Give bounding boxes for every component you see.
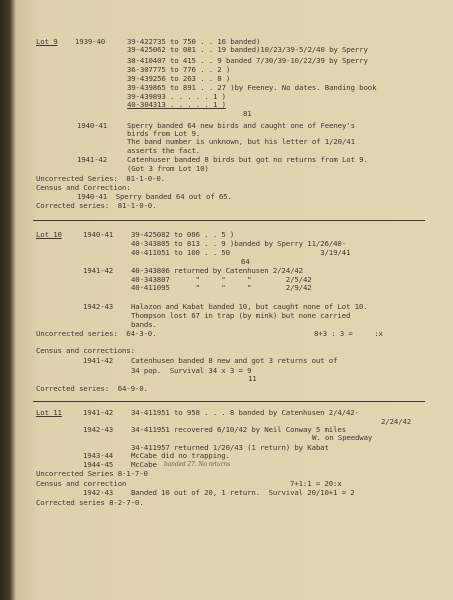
lot11-corrected-series: Corrected series 8-2-7-0. [36,498,144,507]
section-divider [33,401,425,402]
lot9-entry-line: The band number is unknown, but his letter of 1/20/41 [127,137,355,146]
lot10-band-line: 40-411051 to 100 . . 50 3/19/41 [131,248,351,257]
lot9-census-heading: Census and Correction: [36,183,131,192]
lot10-entry-line: Thompson lost 67 in trap (by mink) but none carried [131,311,351,320]
lot10-corrected-series: Corrected series: 64-9-0. [36,384,148,393]
lot11-returned-line: 34-411957 returned 1/20/43 (1 return) by Kabat [131,443,329,452]
lot9-entry-line: birds from Lot 9. [127,129,201,138]
lot9-band-line: 39-422735 to 750 . . 16 banded) [127,37,261,46]
lot10-uncorrected-series: Uncorrected series: 64-3-0. [36,329,157,338]
lot10-census-line: Catenhusen banded 8 new and got 3 returns out of [131,356,338,365]
lot9-band-line: 39-439256 to 263 . . 8 ) [127,74,231,83]
lot11-census-line: Banded 10 out of 20, 1 return. Survival 20/10+1 = 2 [131,488,355,497]
lot10-census-line: 34 pop. Survival 34 x 3 = 9 [131,366,252,375]
lot10-census-denominator: 11 [248,374,257,383]
lot10-band-line: 39-425082 to 086 . . 5 ) [131,230,235,239]
lot10-census-year: 1941-42 [83,356,114,365]
lot9-corrected-series: Corrected series: 81-1-0-0. [36,201,157,210]
lot10-entry-line: bands. [131,320,157,329]
lot9-census-line: 1940-41 Sperry banded 64 out of 65. [77,192,232,201]
lot10-label: Lot 10 [36,230,62,239]
lot10-year: 1940-41 [83,230,114,239]
lot11-band-line: 34-411951 to 958 . . . 8 banded by Catenhusen 2/4/42- [131,408,359,417]
lot9-entry-line: (Got 3 from Lot 10) [127,164,209,173]
lot11-entry-line: McCabe [131,460,157,469]
lot9-entry-line: asserts the fact. [127,146,201,155]
lot10-return-line: 40-411095 " " " 2/9/42 [131,283,312,292]
lot9-entry-year: 1940-41 [77,121,108,130]
lot9-label: Lot 9 [36,37,58,46]
lot9-band-line: 36-307775 to 776 . . 2 ) [127,65,231,74]
lot9-band-line: 40-304313 . . . . . 1 ) [127,100,226,109]
lot9-band-line: 39-439865 to 891 . . 27 )by Feeney. No dates. Banding book [127,83,377,92]
lot10-entry-year: 1942-43 [83,302,114,311]
lot10-return-line: 40-343806 returned by Catenhusen 2/24/42 [131,266,303,275]
lot10-entry-line: Halazon and Kabat banded 10, but caught none of Lot 10. [131,302,368,311]
lot11-census-year: 1942-43 [83,488,114,497]
lot10-returns-year: 1941-42 [83,266,114,275]
lot11-uncorrected-series: Uncorrected Series 8-1-7-0 [36,469,148,478]
lot11-entry-year: 1942-43 [83,425,114,434]
lot11-recovered-line: W. on Speedway [312,433,373,442]
lot11-band-date: 2/24/42 [381,417,412,426]
lot9-total: 81 [243,109,252,118]
lot11-entry-line: McCabe did no trapping. [131,451,230,460]
lot11-recovered-line: 34-411951 recovered 6/10/42 by Neil Conway 5 miles [131,425,346,434]
lot10-ratio: 8+3 : 3 = :x [314,329,383,338]
lot9-band-line: 38-410407 to 415 . . 9 banded 7/30/39-10/22/39 by Sperry [127,56,368,65]
lot11-entry-year: 1944-45 [83,460,114,469]
lot9-uncorrected-series: Uncorrected Series: 81-1-0-0. [36,174,165,183]
lot10-total: 64 [241,257,250,266]
lot9-year: 1939-40 [75,37,106,46]
lot9-band-line: 39-439893 . . . . . 1 ) [127,92,226,101]
lot11-census-formula: 7+1:1 = 20:x [290,479,342,488]
lot9-entry-line: Sperry banded 64 new birds and caught one of Feeney's [127,121,355,130]
handwritten-note: banded 27. No returns [164,461,230,468]
lot9-entry-year: 1941-42 [77,155,108,164]
lot9-entry-line: Catenhuser banded 8 birds but got no returns from Lot 9. [127,155,368,164]
lot9-band-line: 39-425062 to 081 . . 19 banded)10/23/39-5/2/40 by Sperry [127,45,368,54]
lot10-census-heading: Census and corrections: [36,346,135,355]
lot11-entry-year: 1943-44 [83,451,114,460]
lot10-band-line: 40-343805 to 813 . . 9 )banded by Sperry 11/26/40- [131,239,346,248]
lot11-label: Lot 11 [36,408,62,417]
lot11-census-heading: Census and correction [36,479,127,488]
lot10-return-line: 40-343807 " " " 2/5/42 [131,275,312,284]
section-divider [33,220,425,221]
lot11-year: 1941-42 [83,408,114,417]
